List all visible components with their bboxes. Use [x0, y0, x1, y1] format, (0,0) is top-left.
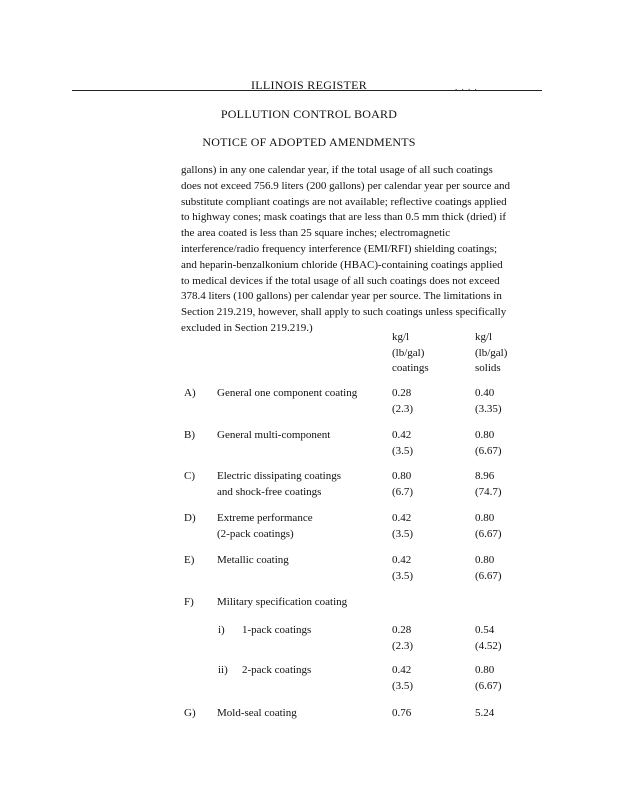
column-header-solids — [475, 330, 507, 377]
row-letter: A) — [184, 387, 196, 399]
column-label: solids — [475, 362, 501, 374]
solids-value: 5.24 — [475, 707, 495, 719]
row-description: General one component coating — [217, 387, 358, 399]
column-unit: kg/l — [392, 331, 410, 343]
solids-value-lbgal: (6.67) — [475, 680, 502, 692]
coatings-value: 0.80 — [392, 470, 412, 482]
solids-value-lbgal: (6.67) — [475, 445, 502, 457]
solids-value: 0.80 — [475, 429, 495, 441]
solids-value: 0.80 — [475, 554, 495, 566]
coatings-value-lbgal: (3.5) — [392, 680, 414, 692]
row-description-cont: and shock-free coatings — [217, 486, 322, 498]
coatings-value-lbgal: (3.5) — [392, 445, 414, 457]
row-description: Metallic coating — [217, 554, 289, 566]
row-roman: i) — [218, 624, 225, 636]
paragraph-line: 378.4 liters (100 gallons) per calendar year per source. The limitations in — [181, 290, 502, 303]
coatings-value-lbgal: (2.3) — [392, 640, 414, 652]
column-unit-alt: (lb/gal) — [475, 346, 508, 359]
body-paragraph — [181, 163, 551, 337]
paragraph-line: excluded in Section 219.219.) — [181, 321, 313, 334]
row-letter: D) — [184, 512, 196, 524]
row-letter: E) — [184, 554, 195, 566]
register-title: ILLINOIS REGISTER — [250, 78, 368, 92]
solids-value-lbgal: (3.35) — [475, 403, 502, 415]
coatings-value-lbgal: (3.5) — [392, 528, 414, 540]
coatings-value: 0.42 — [392, 512, 412, 524]
solids-value-lbgal: (74.7) — [475, 486, 502, 498]
coatings-value: 0.42 — [392, 429, 412, 441]
row-letter: G) — [184, 707, 196, 719]
coatings-value: 0.28 — [392, 387, 412, 399]
row-letter: B) — [184, 429, 195, 441]
paragraph-line: gallons) in any one calendar year, if the total usage of all such coatings — [181, 164, 493, 176]
header-rule — [72, 90, 542, 91]
solids-value-lbgal: (6.67) — [475, 528, 502, 540]
board-title: POLLUTION CONTROL BOARD — [220, 107, 398, 121]
column-unit: kg/l — [475, 331, 493, 343]
solids-value-lbgal: (4.52) — [475, 640, 502, 652]
coatings-value-lbgal: (6.7) — [392, 486, 414, 498]
row-roman: ii) — [218, 664, 228, 676]
paragraph-line: the area coated is less than 25 square inches; electromagnetic — [181, 227, 451, 240]
paragraph-line: to medical devices if the total usage of all such coatings does not exceed — [181, 274, 500, 287]
solids-value: 0.54 — [475, 624, 495, 636]
solids-value: 0.80 — [475, 664, 495, 676]
row-letter: C) — [184, 470, 195, 482]
solids-value: 0.80 — [475, 512, 495, 524]
paragraph-line: and heparin-benzalkonium chloride (HBAC)-containing coatings applied — [181, 258, 503, 271]
column-unit-alt: (lb/gal) — [392, 346, 425, 359]
paragraph-line: to highway cones; mask coatings that are less than 0.5 mm thick (dried) if — [181, 211, 507, 224]
column-header-coatings — [392, 330, 429, 377]
coatings-value: 0.42 — [392, 664, 412, 676]
solids-value-lbgal: (6.67) — [475, 570, 502, 582]
coatings-value-lbgal: (2.3) — [392, 403, 414, 415]
row-description: Military specification coating — [217, 596, 348, 608]
row-description: 2-pack coatings — [242, 664, 312, 676]
paragraph-line: substitute compliant coatings are not available; reflective coatings applied — [181, 195, 507, 208]
paragraph-line: interference/radio frequency interference (EMI/RFI) shielding coatings; — [181, 242, 498, 255]
paragraph-line: Section 219.219, however, shall apply to such coatings unless specifically — [181, 306, 507, 319]
solids-value: 8.96 — [475, 470, 495, 482]
row-description: 1-pack coatings — [242, 624, 312, 636]
coatings-value: 0.28 — [392, 624, 412, 636]
header-dots: . . . . — [455, 82, 478, 92]
row-description: General multi-component — [217, 429, 331, 441]
coatings-value: 0.42 — [392, 554, 412, 566]
column-label: coatings — [392, 362, 429, 374]
row-description: Mold-seal coating — [217, 707, 297, 719]
paragraph-line: does not exceed 756.9 liters (200 gallons) per calendar year per source and — [181, 179, 510, 192]
row-description: Extreme performance — [217, 512, 313, 524]
row-description: Electric dissipating coatings — [217, 470, 342, 482]
notice-title: NOTICE OF ADOPTED AMENDMENTS — [202, 135, 416, 149]
row-description-cont: (2-pack coatings) — [217, 528, 294, 540]
solids-value: 0.40 — [475, 387, 495, 399]
row-letter: F) — [184, 596, 194, 608]
coatings-value: 0.76 — [392, 707, 412, 719]
coatings-value-lbgal: (3.5) — [392, 570, 414, 582]
